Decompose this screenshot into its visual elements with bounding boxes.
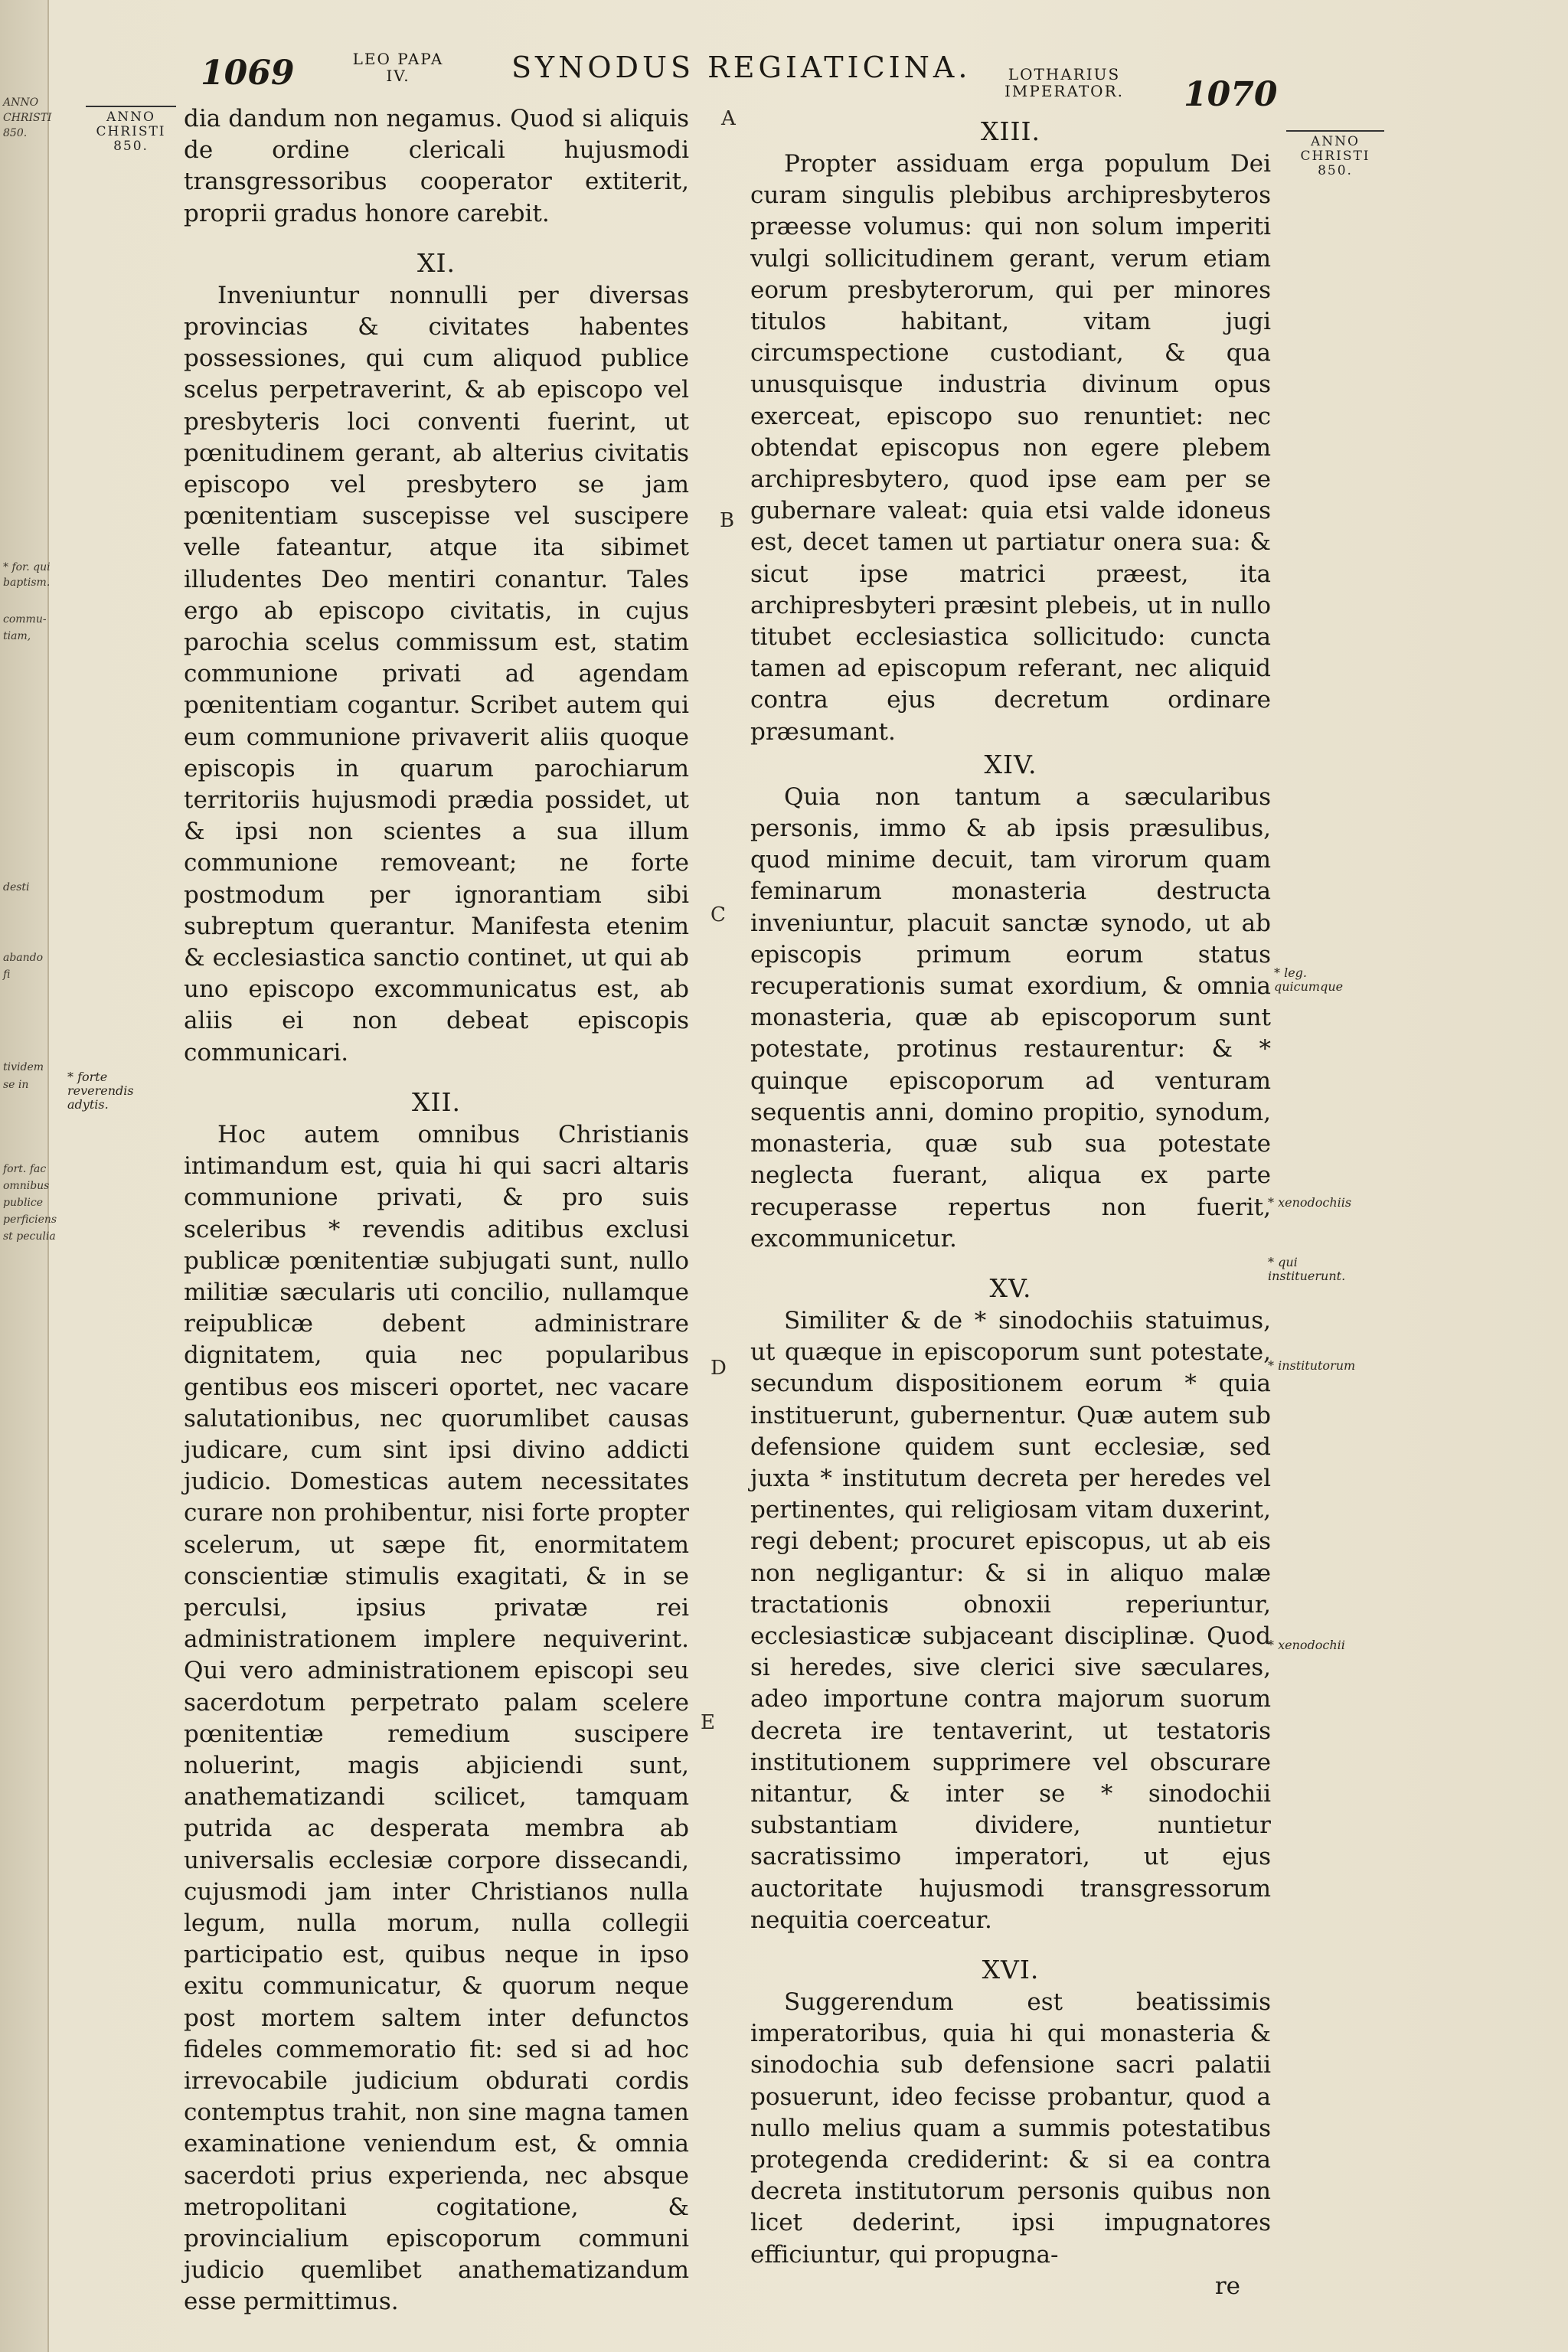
paragraph-continuation: dia dandum non negamus. Quod si aliquis de ordine clericali hujusmodi transgressoribus cooperator extiterit, proprii gradus honore carebit. (184, 105, 689, 227)
catchword: re (1214, 2272, 1240, 2300)
section-heading-xii: XII. (411, 1086, 462, 1117)
prev-fragment: desti (3, 881, 30, 893)
year-note-line: ANNO (106, 109, 155, 125)
section-marker-c: C (710, 903, 726, 926)
rule (86, 106, 176, 107)
section-marker-d: D (710, 1357, 727, 1380)
prev-fragment: CHRISTI (3, 112, 52, 124)
prev-fragment: se in (3, 1079, 29, 1091)
prev-fragment: tiam, (3, 630, 31, 642)
prev-fragment: ANNO (3, 96, 39, 109)
paragraph-xi: Inveniuntur nonnulli per diversas provincias & civitates habentes possessiones, qui cum aliquod publice scelus perpetraverint, & ab episcopo vel presbyteris loci conventi fuerint, ut pœnitudinem gerant, ab alterius civitatis episcopo vel presbytero se jam pœnitentiam suscepisse vel suscipere velle fateantur, atque ita sibimet illudentes Deo mentiri conantur. Tales ergo ab episcopo civitatis, in cujus parochia scelus commissum est, statim communione privati ad agendam pœnitentiam cogantur. Scribet autem qui eum communione privaverit aliis quoque episcopis in quarum parochiarum territoriis hujusmodi prædia possidet, ut & ipsi non scientes a sua illum communione removeant; ne forte postmodum per ignorantiam sibi subreptum querantur. Manifesta etenim & ecclesiastica sanctio continet, ut qui ab uno episcopo excommunicatus est, ab aliis ei non debeat episcopis communicari. (184, 281, 689, 1067)
section-marker-b: B (720, 509, 735, 532)
prev-fragment: omnibus (3, 1180, 50, 1192)
section-heading-xv: XV. (989, 1272, 1032, 1303)
right-page-number: 1070 (1184, 75, 1278, 114)
year-note-line: ANNO (1311, 134, 1360, 149)
year-note-line: CHRISTI (96, 124, 166, 139)
year-note-left (86, 106, 176, 154)
running-head-line: LEO PAPA (352, 50, 444, 68)
left-running-head (337, 51, 459, 84)
paragraph-xii: Hoc autem omnibus Christianis intimandum est, quia hi qui sacri altaris communione privati, & pro suis sceleribus * revendis aditibus exclusi publicæ pœnitentiæ subjugati sunt, nullo militiæ sæcularis uti concilio, nullamque reipublicæ debent administrare dignitatem, quia nec popularibus gentibus eos misceri oportet, nec vacare salutationibus, nec quorumlibet causas judicare, cum sint ipsi divino addicti judicio. Domesticas autem necessitates curare non prohibentur, nisi forte propter scelerum, ut sæpe fit, enormitatem conscientiæ stimulis exagitati, & in se perculsi, ipsius privatæ rei administrationem implere nequiverint. Qui vero administrationem episcopi seu sacerdotum perpetrato palam scelere pœnitentiæ remedium suscipere noluerint, magis abjiciendi sunt, anathematizandi scilicet, tamquam putrida ac desperata membra ab universalis ecclesiæ corpore dissecandi, cujusmodi jam inter Christianos nulla legum, nulla morum, nulla collegii participatio est, quibus neque in ipso exitu communicatur, & quorum neque post mortem saltem inter defunctos fideles commemoratio fit: sed si ad hoc irrevocabile judicium obdurati cordis contemptus trahit, non sine magna tamen examinatione veniendum est, & omnia sacerdoti prius experienda, nec absque metropolitani cogitatione, & provincialium episcoporum communi judicio quemlibet anathematizandum esse permittimus. (184, 1120, 689, 2316)
prev-fragment: publice (3, 1197, 44, 1209)
section-marker-e: E (701, 1711, 715, 1734)
paragraph-xiii: Propter assiduam erga populum Dei curam singulis plebibus archipresbyteros præesse volumus: qui non solum imperiti vulgi sollicitudinem gerant, verum etiam eorum presbyterorum, qui per minores titulos habitant, vitam jugi circumspectione custodiant, & qua unusquisque industria divinum opus exerceat, episcopo suo renuntiet: nec obtendat episcopus non egere plebem archipresbytero, quod ipse eam per se gubernare valeat: quia etsi valde idoneus est, decet tamen ut partiatur onera sua: & sicut ipse matrici præest, ita archipresbyteri præsint plebeis, ut in nullo titubet ecclesiastica sollicitudo: cuncta tamen ad episcopum referant, nec aliquid contra ejus decretum ordinare præsumant. (750, 150, 1271, 746)
year-note-line: 850. (113, 139, 149, 154)
section-marker-a: A (721, 107, 736, 130)
right-running-head (988, 66, 1141, 100)
prev-fragment: commu- (3, 613, 47, 626)
paragraph-xiv: Quia non tantum a sæcularibus personis, immo & ab ipsis præsulibus, quod minime decuit, tam virorum quam feminarum monasteria destructa inveniuntur, placuit sanctæ synodo, ut ab episcopis primum eorum status recuperationis sumat exordium, & omnia monasteria, quæ ab episcoporum sunt potestate, protinus restaurentur: & * quinque episcoporum ad venturam sequentis anni, domino propitio, synodum, monasteria, quæ sub sua potestate neglecta fuerant, aliqua ex parte recuperasse repertus non fuerit, excommunicetur. (750, 782, 1271, 1253)
running-head-line: IMPERATOR. (1004, 82, 1124, 100)
running-head-line: IV. (386, 67, 410, 85)
prev-fragment: st peculia (3, 1230, 56, 1243)
margin-note-left: * forte reverendis adytis. (67, 1070, 134, 1112)
section-heading-xi: XI. (416, 247, 456, 278)
paragraph-xv: Similiter & de * sinodochiis statuimus, ut quæque in episcoporum sunt potestate, secundum dispositionem eorum * quia instituerunt, gubernentur. Quæ autem sub defensione quidem sunt ecclesiæ, sed juxta * institutum decreta per heredes vel pertinentes, qui religiosam vitam duxerint, regi debent; procuret episcopus, ut ab eis non negligantur: & si in aliquo malæ tractationis obnoxii reperiuntur, ecclesiasticæ subjaceant disciplinæ. Quod si heredes, sive clerici sive sæculares, adeo importune contra majorum suorum decreta ire tentaverint, ut testatoris institutionem supprimere vel obscurare nitantur, & inter se * sinodochii substantiam dividere, nuntietur sacratissimo imperatori, ut ejus auctoritate hujusmodi transgressorum nequitia coerceatur. (750, 1306, 1271, 1934)
prev-fragment: baptism. (3, 577, 51, 589)
margin-note-right: * institutorum (1268, 1358, 1356, 1373)
year-note-line: 850. (1318, 163, 1353, 178)
right-column (750, 115, 1271, 2302)
prev-fragment: fi (3, 969, 11, 981)
prev-fragment: perficiens (3, 1214, 57, 1226)
prev-fragment: abando (3, 952, 44, 964)
margin-note-right: * xenodochii (1268, 1638, 1345, 1652)
rule (1286, 130, 1384, 132)
left-column (184, 103, 689, 2318)
prev-fragment: 850. (3, 127, 28, 139)
prev-fragment: fort. fac (3, 1163, 47, 1175)
previous-page-edge (0, 0, 57, 2352)
margin-note-right: * qui instituerunt. (1268, 1255, 1346, 1283)
section-heading-xvi: XVI. (982, 1954, 1040, 1984)
page-title: SYNODUS REGIATICINA. (511, 51, 972, 84)
year-note-line: CHRISTI (1300, 149, 1370, 164)
paragraph-xvi: Suggerendum est beatissimis imperatoribus, quia hi qui monasteria & sinodochia sub defensione sacri palatii posuerunt, ideo fecisse probantur, quod a nullo melius quam a summis potestatibus protegenda crediderint: & si ea contra decreta institutorum personis quibus non licet dederint, ipsi impugnatores efficiuntur, qui propugna- (750, 1988, 1271, 2269)
prev-fragment: * for. qui (3, 561, 51, 573)
prev-fragment: tividem (3, 1061, 44, 1073)
margin-note-right: * leg. quicumque (1274, 965, 1344, 994)
section-heading-xiv: XIV. (984, 749, 1037, 779)
year-note-right (1286, 130, 1384, 178)
margin-note-right: * xenodochiis (1268, 1195, 1352, 1210)
section-heading-xiii: XIII. (980, 116, 1041, 146)
left-page-number: 1069 (201, 54, 295, 93)
running-head-line: LOTHARIUS (1008, 65, 1121, 83)
